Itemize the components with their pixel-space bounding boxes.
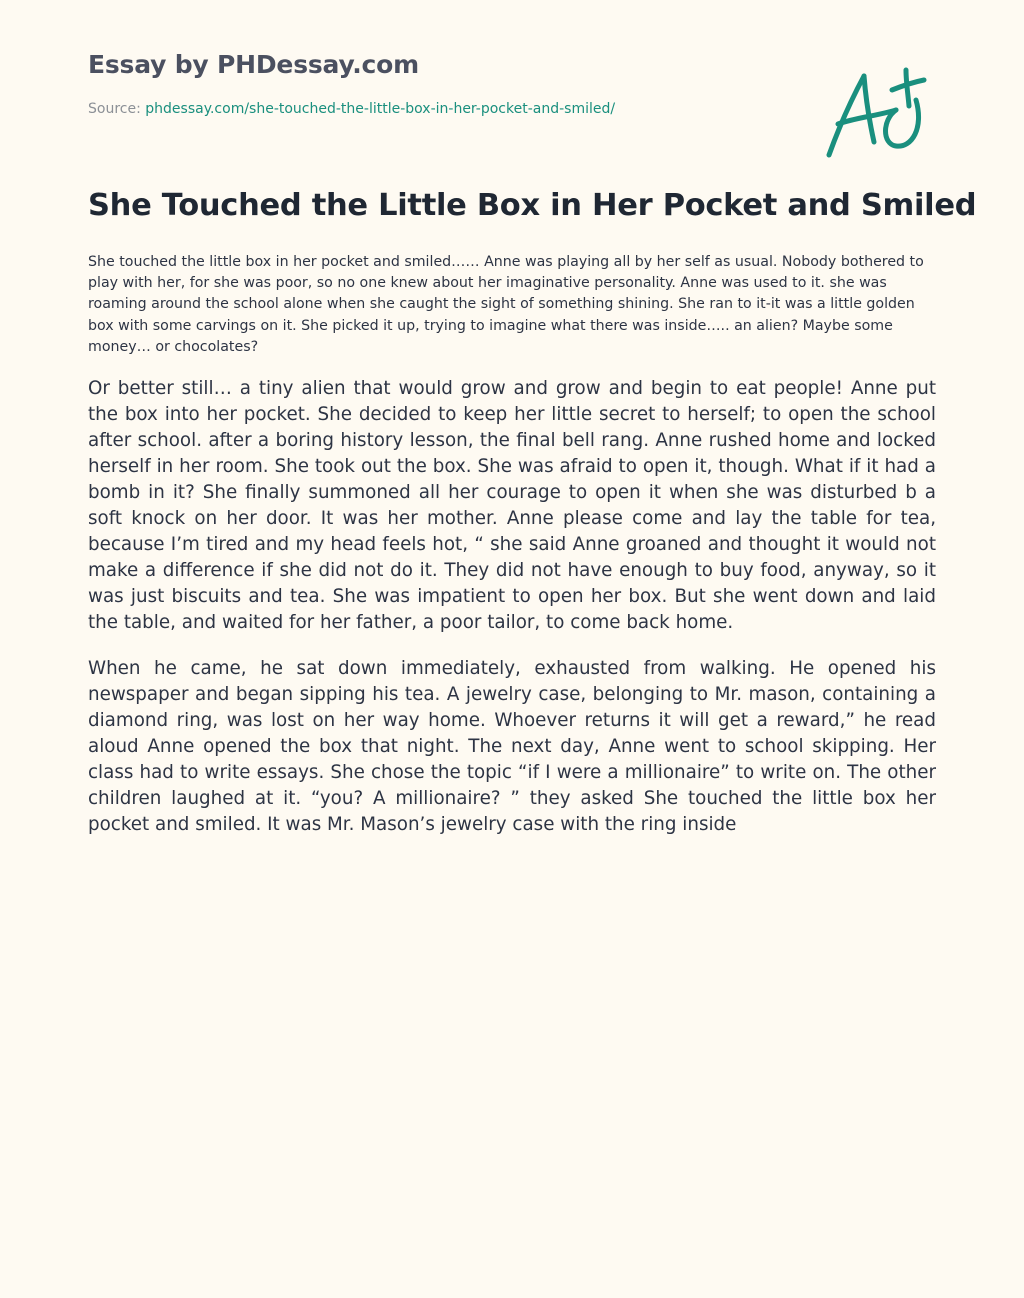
source-label: Source:	[88, 101, 146, 117]
source-line	[88, 101, 615, 117]
essay-intro: She touched the little box in her pocket and smiled…… Anne was playing all by her self as usual. Nobody bothered to play with her, for she was poor, so no one knew about her imaginative personality. Anne was used to it. she was roaming around the school alone when she caught the sight of something shining. She ran to it-it was a little golden box with some carvings on it. She picked it up, trying to imagine what there was inside….. an alien? Maybe some money… or chocolates?	[88, 254, 924, 355]
essay-title: She Touched the Little Box in Her Pocket and Smiled	[88, 188, 977, 223]
source-link[interactable]: phdessay.com/she-touched-the-little-box-in-her-pocket-and-smiled/	[145, 101, 616, 117]
essay-paragraph: When he came, he sat down immediately, exhausted from walking. He opened his newspaper and began sipping his tea. A jewelry case, belonging to Mr. mason, containing a diamond ring, was lost on her way home. Whoever returns it will get a reward,” he read aloud Anne opened the box that night. The next day, Anne went to school skipping. Her class had to write essays. She chose the topic “if I were a millionaire” to write on. The other children laughed at it. “you? A millionaire? ” they asked She touched the little box her pocket and smiled. It was Mr. Mason’s jewelry case with the ring inside	[88, 658, 936, 835]
a-plus-grade-icon	[820, 62, 930, 162]
essay-paragraph: Or better still… a tiny alien that would grow and grow and begin to eat people! Anne put the box into her pocket. She decided to keep her little secret to herself; to open the school after school. after a boring history lesson, the final bell rang. Anne rushed home and locked herself in her room. She took out the box. She was afraid to open it, though. What if it had a bomb in it? She finally summoned all her courage to open it when she was disturbed b a soft knock on her door. It was her mother. Anne please come and lay the table for tea, because I’m tired and my head feels hot, “ she said Anne groaned and thought it would not make a difference if she did not do it. They did not have enough to buy food, anyway, so it was just biscuits and tea. She was impatient to open her box. But she went down and laid the table, and waited for her father, a poor tailor, to come back home.	[88, 378, 936, 633]
site-brand: Essay by PHDessay.com	[88, 50, 419, 79]
